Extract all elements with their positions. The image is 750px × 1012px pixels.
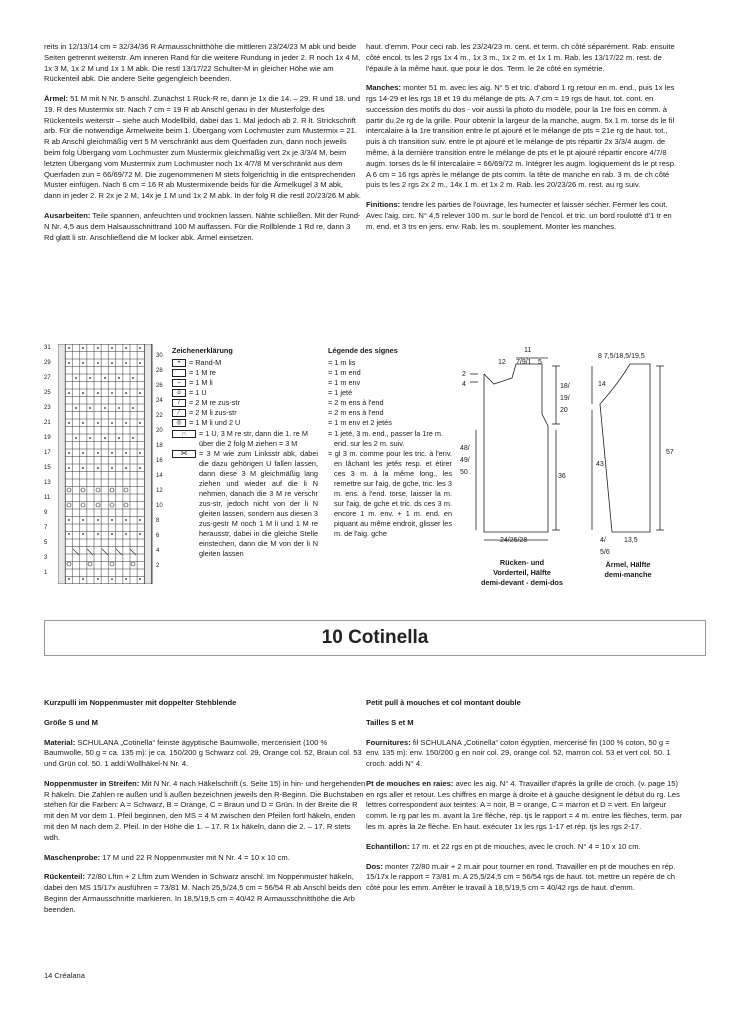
chart-left-row-number: 11: [44, 495, 51, 501]
paragraph-sleeves-fr: Manches: monter 51 m. avec les aig. N° 5 et tric. d'abord 1 rg retour en m. end., puis 1x les rgs 14-29 et les rgs 18 et 19 du mélange de pts. A 7 cm = 19 rgs de haut. tot. cont. en succession des motifs du dos - voir aussi la photo du modèle, pour la 1re fois en comm. à partir du 2e rg de la grille. Pour obtenir la largeur de la manche, augm. 5x 1 m. torse ds le fil intercalaire à la 1re transition entre le pt ajouré et le mélange de pts = 21e rg de haut. tot., puis à ch transition suiv. entre le pt ajouré et le mélange de pts répartir 2x 3/3/4 augm. de même, à la dernière transition entre le mélange de pts et le pt ajouré répartir encore 4/7/8 augm. torses ds le fil intercalaire = 66/69/72 m. Intégrer les augm. logiquement ds le pt resp. A 6 cm = 16 rgs après le mélange de pts comm. la tête de manche en rab. 3 m. de ch côté puis ts les 2 rgs 2x 2 m., 14x 1 m. et 1x 2 m. Rab. les 20/23/26 m. rest. au rg suiv.: [366, 83, 677, 190]
top-right-column: [366, 42, 680, 242]
chart-right-row-number: 28: [156, 368, 163, 374]
chart-left-row-number: 15: [44, 465, 51, 471]
chart-right-row-number: 26: [156, 383, 163, 389]
paragraph-finishing-de: Ausarbeiten: Teile spannen, anfeuchten und trocknen lassen. Nähte schließen. Mit der Rund-N Nr. 4,5 aus dem Halsausschnittrand 100 M auffassen. Für die Rollblende 1 Rd re, dann 3 Rd glatt li str. Anschließend die M locker abk. Ärmel einsetzen.: [44, 210, 361, 242]
chart-grid: [58, 344, 154, 584]
sleeve-dim-bottom-c: 5/6: [600, 549, 610, 556]
chart-right-row-number: 18: [156, 443, 163, 449]
chart-right-row-number: 30: [156, 353, 163, 359]
chart-left-row-number: 29: [44, 360, 51, 366]
chart-right-row-number: 24: [156, 398, 163, 404]
size-fr: Tailles S et M: [366, 717, 414, 727]
knit-symbol-icon: [172, 369, 186, 377]
chart-left-row-number: 9: [44, 510, 48, 516]
schematic-body: [456, 344, 584, 594]
body-dim-left-mid-b: 49/: [460, 457, 470, 464]
knitting-chart: [44, 344, 174, 584]
chart-left-row-number: 1: [44, 570, 48, 576]
top-left-column: [44, 42, 362, 252]
legend-item: = 1 M re: [172, 368, 318, 378]
body-dim-top-c: 5: [538, 359, 542, 366]
legend-german: [172, 346, 318, 559]
schematic-sleeve-outline: [588, 344, 708, 544]
body-dim-right-c: 20: [560, 407, 568, 414]
sleeve-dim-top: 8 7,5/18,5/19,5: [598, 353, 645, 360]
chart-left-row-number: 21: [44, 420, 51, 426]
chart-left-row-number: 23: [44, 405, 51, 411]
gauge-de: Maschenprobe: 17 M und 22 R Noppenmuster mit N Nr. 4 = 10 x 10 cm.: [44, 852, 290, 862]
body-dim-right-a: 18/: [560, 383, 570, 390]
body-dim-left-mid-a: 48/: [460, 445, 470, 452]
material-fr: Fournitures: fil SCHULANA „Cotinella“ coton égyptien, mercerisé fin (100 % coton, 50 g = env. 135 m): env. 150/200 g en noir col. 29, orange col. 52, marron col. 53 et vert col. 50. 1 croch. addi N° 4.: [366, 737, 671, 769]
paragraph-continued: reits in 12/13/14 cm = 32/34/36 R Armausschnitthöhe die mittleren 23/24/23 M abk und beide Seiten getrennt weiterstr. Am inneren Rand für die weitere Rundung in jeder 2. R noch 1x 4 M, 1x 3 M, 1x 2 M und 1x 1 M abk. Die restl 13/17/22 Schulter-M in gleicher Höhe wie am Rückenteil abk. Die andere Seite gegengleich beenden.: [44, 42, 361, 84]
purl-two-yo-symbol-icon: ◎: [172, 419, 186, 427]
stitch-pattern-fr: Pt de mouches en raies: avec les aig. N° 4. Travailler d'après la grille de croch. (v. page 15) en rgs aller et retour. Les chiffres en marge à droite et à gauche désignent le début du rg. Les lettres correspondent aux teintes: A = noir, B = orange, C = marron et D = vert. En largeur comm. le rg par les m. avant la 1re flèche, rép. tjs le rapport = 4 m. entre les flèches, term. par les m. après la 2e flèche. En haut. exécuter 1x les rgs 1-17 et rép. tjs les rgs 2-17.: [366, 778, 682, 832]
sleeve-dim-left-b: 43: [596, 461, 604, 468]
pattern-title-fr: Petit pull à mouches et col montant double: [366, 698, 521, 707]
legend-fr-item: = 1 m end: [328, 368, 361, 378]
body-dim-bottom: 24/26/28: [500, 537, 528, 544]
legend-item: o = 1 U: [172, 388, 318, 398]
pattern-title-de: Kurzpulli im Noppenmuster mit doppelter Stehblende: [44, 698, 237, 707]
chart-right-row-number: 22: [156, 413, 163, 419]
sleeve-caption: Ärmel, Hälfte demi-manche: [604, 560, 652, 579]
schematic-sleeve: [588, 344, 708, 594]
p2tog-symbol-icon: ⁄: [172, 409, 186, 417]
page-footer: 14 Créalana: [44, 971, 85, 980]
legend-french-title: Légende des signes: [328, 346, 398, 355]
legend-german-title: Zeichenerklärung: [172, 346, 233, 355]
chart-left-row-number: 25: [44, 390, 51, 396]
elongated-stitch-symbol-icon: ⋈: [172, 450, 196, 458]
legend-fr-item: = 2 m ens à l'end: [328, 398, 384, 408]
chart-right-row-number: 6: [156, 533, 160, 539]
bottom-left-column: [44, 698, 366, 925]
chart-right-row-number: 20: [156, 428, 163, 434]
chart-left-row-number: 27: [44, 375, 51, 381]
legend-fr-item: = 1 m lis: [328, 358, 356, 368]
body-dim-left-a: 2: [462, 371, 466, 378]
chart-right-row-number: 10: [156, 503, 163, 509]
body-caption: Rücken- und Vorderteil, Hälfte demi-devant - demi-dos: [481, 558, 563, 587]
chart-right-row-number: 14: [156, 473, 163, 479]
size-de: Größe S und M: [44, 717, 98, 727]
chart-right-row-number: 4: [156, 548, 160, 554]
legend-french: [328, 346, 452, 539]
chart-left-row-number: 31: [44, 345, 51, 351]
body-dim-top: 11: [524, 347, 532, 354]
sleeve-dim-bottom-b: 13,5: [624, 537, 638, 544]
sleeve-dim-right: 57: [666, 449, 674, 456]
legend-fr-item: = gl 3 m. comme pour les tric. à l'env. en lâchant les jetés resp. et étirer ces 3 m. à la même long., les remettre sur l'aig. de gche, tric. les 3 m. ens. à l'end. torse, laisser la m. sur l'aig. de gche et tric. ds ces 3 m. encore 1 m. env. + 1 m. end. en piquant au même endroit, glisser les m. de l'aig. gche: [328, 448, 452, 539]
chart-left-row-number: 19: [44, 435, 51, 441]
legend-fr-item: = 1 m env et 2 jetés: [328, 418, 392, 428]
stitch-pattern-de: Noppenmuster in Streifen: Mit N Nr. 4 nach Häkelschrift (s. Seite 15) in hin- und hergehenden R häkeln. Die Zahlen re außen und li außen bezeichnen jeweils den R-Beginn. Die Buchstaben stehen für die Farben: A = Schwarz, B = Orange, C = Braun und D = Grün. In der Breite die R mit den M vor dem 1. Pfeil beginnen, den MS = 4 M zwischen den Pfeilen fortl häkeln, enden mit den M nach dem 2. Pfeil. In der Höhe die 1. – 17. R 1x häkeln, dann die 2. – 17. R stets wdh.: [44, 778, 366, 842]
schematic-body-outline: [456, 344, 584, 544]
chart-left-row-number: 7: [44, 525, 48, 531]
paragraph-continued-fr: haut. d'emm. Pour ceci rab. les 23/24/23 m. cent. et term. ch côté séparément. Rab. ensuite côté encol. ts les 2 rgs 1x 4 m., 1x 3 m., 1x 2 m. et 1x 1 m. Rab. les 13/17/22 m. rest. de l'épaule à la même haut. que pour le dos. Term. le 2e côté en symétrie.: [366, 42, 675, 73]
legend-item: • = Rand-M: [172, 358, 318, 368]
yo-k3-pass-symbol-icon: ∩: [172, 430, 196, 438]
chart-left-row-number: 5: [44, 540, 48, 546]
back-fr: Dos: monter 72/80 m.air + 2 m.air pour tourner en rond. Travailler en pt de mouches en rép. 15/17x le rapport = 73/81 m. A 25,5/24,5 cm = 56/54 rgs de haut. tot. mettre un repère de ch côté pour les emm. Arrêter le travail à 18,5/19,5 cm = 40/42 rgs de haut. d'emm.: [366, 861, 676, 893]
edge-stitch-symbol-icon: •: [172, 359, 186, 367]
legend-item: ⁄ = 2 M li zus-str: [172, 408, 318, 418]
paragraph-sleeves-de: Ärmel: 51 M mit N Nr. 5 anschl. Zunächst 1 Rück-R re, dann je 1x die 14. – 29. R und 18. und 19. R des Mustermix str. Nach 7 cm = 19 R ab Anschl genau in der Musterfolge des Rückenteils weiterstr – siehe auch Modellbild, dabei das 1. Mal jedoch ab 2. R lt. Strickschrift arb. Für die notwendige Ärmelweite beim 1. Übergang vom Lochmuster zum Mustermix = 21. R ab Anschl gleichmäßig vert 5 M verschränkt aus dem Querfaden zun, dann noch jeweils beim folg Übergang vom Lochmuster zum Mustermix gleichmäßig vert 2x je 3/3/4 M, beim letzten Übergang vom Mustermix zum Lochmuster noch 1x 4/7/8 M verschränkt aus dem Querfaden zun = 66/69/72 M. Die zugenommenen M stets folgerichtig in die entsprechenden Muster einfügen. Nach 6 cm = 16 R ab Mustermixende beids für die Ärmelkugel 3 M abk, dann in jeder 2. R 2x je 2 M, 14x je 1 M und 1x 2 M abk. In der folg R die restl 20/23/26 M abk.: [44, 94, 361, 201]
chart-right-row-number: 16: [156, 458, 163, 464]
chart-right-row-number: 12: [156, 488, 163, 494]
k2tog-symbol-icon: /: [172, 399, 186, 407]
gauge-fr: Echantillon: 17 m. et 22 rgs en pt de mouches, avec le croch. N° 4 = 10 x 10 cm.: [366, 841, 641, 851]
legend-item: / = 2 M re zus-str: [172, 398, 318, 408]
yarn-over-symbol-icon: o: [172, 389, 186, 397]
body-dim-top-b: 7/9/1: [516, 359, 532, 366]
legend-item: ⋈ = 3 M wie zum Linksstr abk, dabei die dazu gehörigen U fallen lassen, dann diese 3 M gleichmäßig lang ziehen und wieder auf die li N nehmen, danach die 3 M re verschr zus-str, jedoch nicht von der li N gleiten lassen, sondern aus diesen 3 zus-gestr M noch 1 M li und 1 M re herausstr, dabei in die gleiche Stelle einstechen, dann die M von der li N gleiten lassen: [172, 449, 318, 560]
legend-fr-item: = 1 jeté: [328, 388, 353, 398]
back-de: Rückenteil: 72/80 Lftm + 2 Lftm zum Wenden in Schwarz anschl. Im Noppenmuster häkeln, dabei den MS 15/17x ausführen = 73/81 M. Nach 25,5/24,5 cm = 56/54 R ab Anschl beids den Beginn der Armausschnitte markieren. In 18,5/19,5 cm = 40/42 R Armausschnitthöhe die Arb beenden.: [44, 872, 362, 914]
body-dim-right-low: 36: [558, 473, 566, 480]
chart-right-row-number: 2: [156, 563, 160, 569]
body-dim-top-a: 12: [498, 359, 506, 366]
sleeve-dim-bottom-a: 4/: [600, 537, 606, 544]
legend-fr-item: = 1 m env: [328, 378, 361, 388]
material-de: Material: SCHULANA „Cotinella“ feinste ägyptische Baumwolle, mercerisiert (100 % Baumwolle, 50 g = ca. 135 m): je ca. 150/200 g Schwarz col. 29, Orange col. 52, Braun col. 53 und Grün col. 50. 1 addi Wollhäkel-N Nr. 4.: [44, 737, 362, 769]
chart-right-row-number: 8: [156, 518, 160, 524]
body-dim-right-b: 19/: [560, 395, 570, 402]
chart-left-row-number: 17: [44, 450, 51, 456]
legend-item: ◎ = 1 M li und 2 U: [172, 418, 318, 428]
legend-item: ∩ = 1 U, 3 M re str, dann die 1. re M über die 2 folg M ziehen = 3 M: [172, 429, 318, 449]
sleeve-dim-left-a: 14: [598, 381, 606, 388]
legend-item: – = 1 M li: [172, 378, 318, 388]
section-title-banner: 10 Cotinella: [44, 620, 706, 656]
legend-fr-item: = 1 jeté, 3 m. end., passer la 1re m. end. sur les 2 m. suiv.: [328, 428, 443, 448]
purl-symbol-icon: –: [172, 379, 186, 387]
chart-left-row-number: 3: [44, 555, 48, 561]
bottom-right-column: [366, 698, 684, 903]
body-dim-left-mid-c: 50: [460, 469, 468, 476]
legend-fr-item: = 2 m ens à l'end: [328, 408, 384, 418]
paragraph-finishing-fr: Finitions: tendre les parties de l'ouvrage, les humecter et laisser sécher. Fermer les cout. Avec l'aig. circ. N° 4,5 relever 100 m. sur le bord de l'encol. et tric. un bord roulotté d'1 tr en m. end. et 3 trs en jers. env. Rab. les m. souplement. Monter les manches.: [366, 200, 672, 231]
chart-left-row-number: 13: [44, 480, 51, 486]
body-dim-left-b: 4: [462, 381, 466, 388]
